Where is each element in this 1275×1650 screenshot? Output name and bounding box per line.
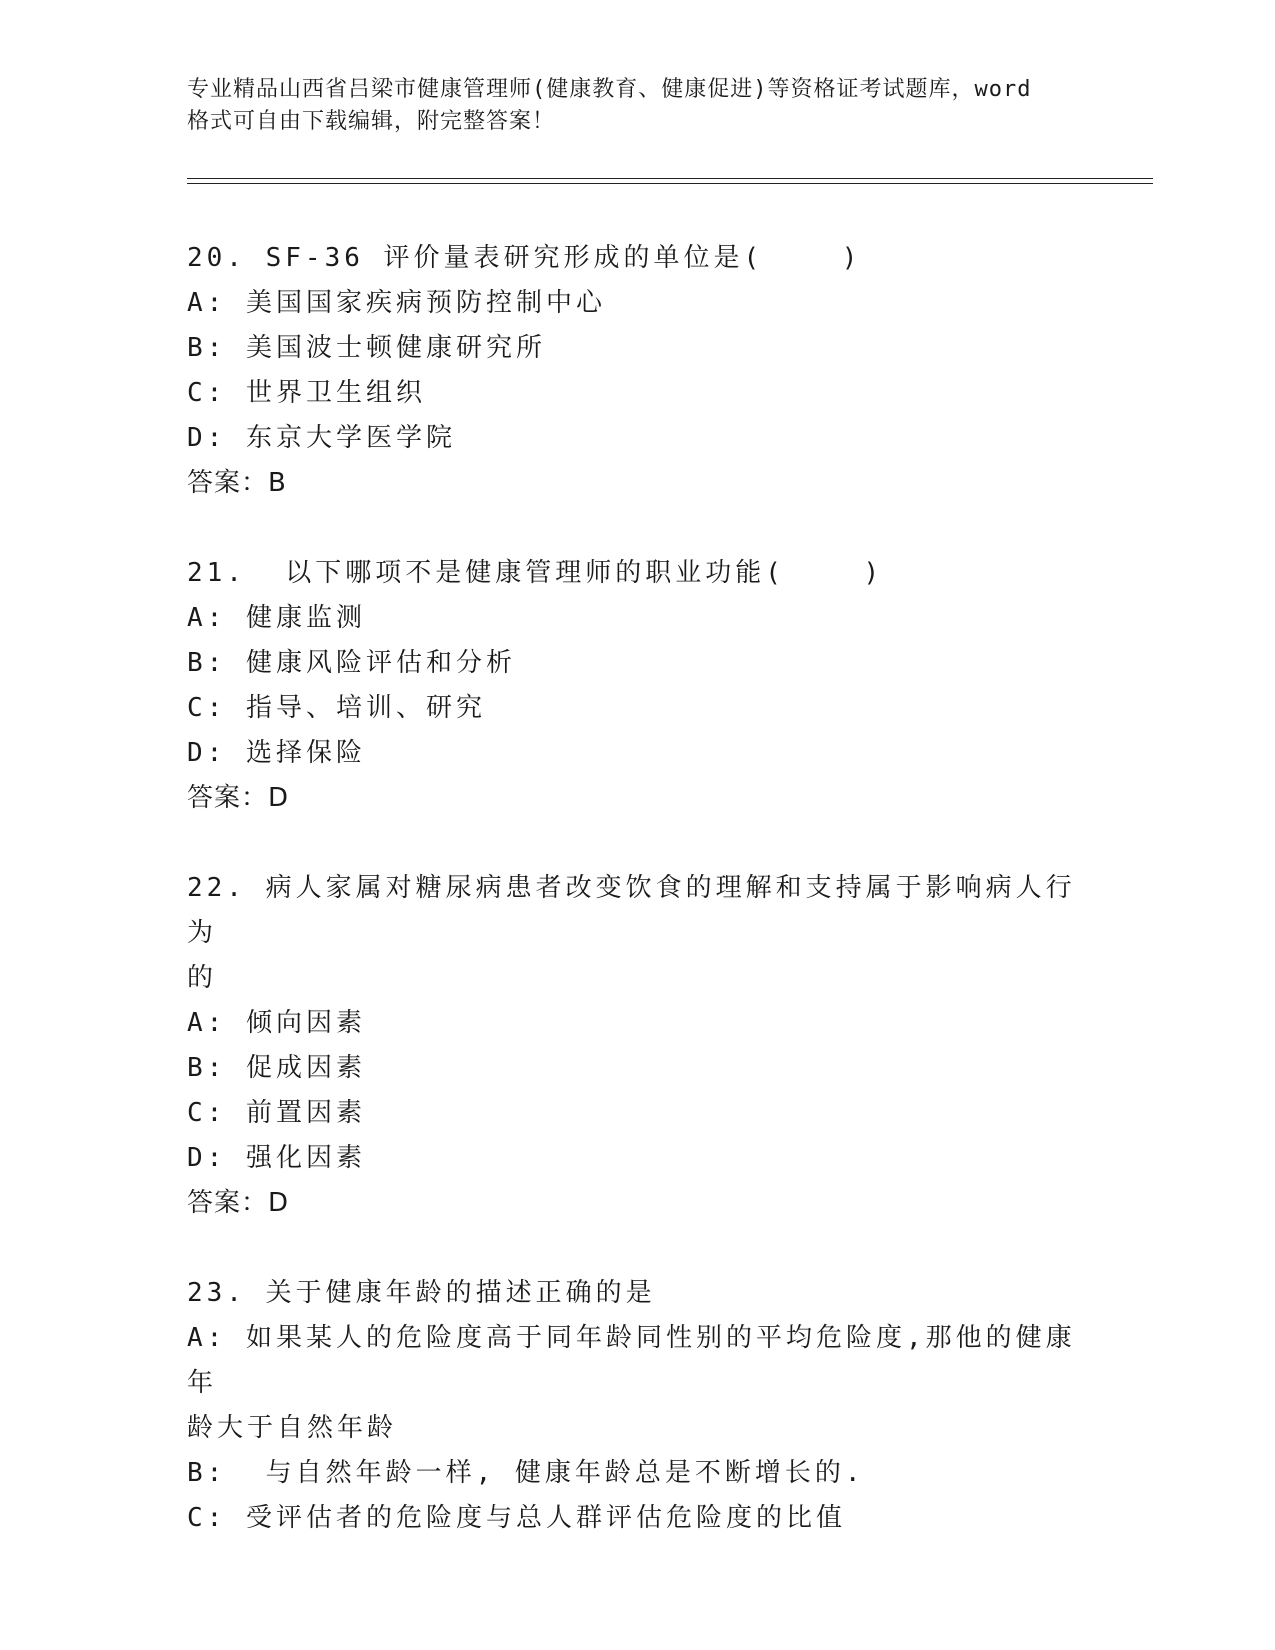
question-stem-continued: 的 <box>187 963 218 993</box>
answer-label: 答案：B <box>187 468 287 498</box>
option-c: C: 前置因素 <box>187 1098 366 1128</box>
option-a: A: 美国国家疾病预防控制中心 <box>187 288 606 318</box>
question-list <box>187 236 1087 1586</box>
question-stem: 21. 以下哪项不是健康管理师的职业功能( ) <box>187 558 884 588</box>
header-divider-bottom <box>187 183 1153 184</box>
header-line-1: 专业精品山西省吕梁市健康管理师(健康教育、健康促进)等资格证考试题库，word <box>187 77 1032 102</box>
question-stem: 22. 病人家属对糖尿病患者改变饮食的理解和支持属于影响病人行为 <box>187 873 1076 948</box>
option-a: A: 倾向因素 <box>187 1008 366 1038</box>
question-21 <box>187 551 1087 821</box>
option-b: B: 美国波士顿健康研究所 <box>187 333 546 363</box>
answer-label: 答案：D <box>187 783 290 813</box>
question-23 <box>187 1271 1087 1541</box>
option-d: D: 强化因素 <box>187 1143 366 1173</box>
option-c: C: 指导、培训、研究 <box>187 693 486 723</box>
option-b: B: 促成因素 <box>187 1053 366 1083</box>
document-header <box>187 74 1097 138</box>
header-divider-top <box>187 178 1153 179</box>
option-a-continued: 龄大于自然年龄 <box>187 1413 398 1443</box>
option-b: B: 与自然年龄一样, 健康年龄总是不断增长的. <box>187 1458 865 1488</box>
header-line-2: 格式可自由下载编辑，附完整答案！ <box>187 109 556 134</box>
question-stem: 20. SF-36 评价量表研究形成的单位是( ) <box>187 243 862 273</box>
option-c: C: 受评估者的危险度与总人群评估危险度的比值 <box>187 1503 846 1533</box>
answer-label: 答案：D <box>187 1188 290 1218</box>
option-b: B: 健康风险评估和分析 <box>187 648 516 678</box>
option-c: C: 世界卫生组织 <box>187 378 426 408</box>
question-22 <box>187 866 1087 1226</box>
option-d: D: 东京大学医学院 <box>187 423 456 453</box>
option-d: D: 选择保险 <box>187 738 366 768</box>
question-stem: 23. 关于健康年龄的描述正确的是 <box>187 1278 656 1308</box>
option-a: A: 如果某人的危险度高于同年龄同性别的平均危险度,那他的健康年 <box>187 1323 1076 1398</box>
question-20 <box>187 236 1087 506</box>
option-a: A: 健康监测 <box>187 603 366 633</box>
